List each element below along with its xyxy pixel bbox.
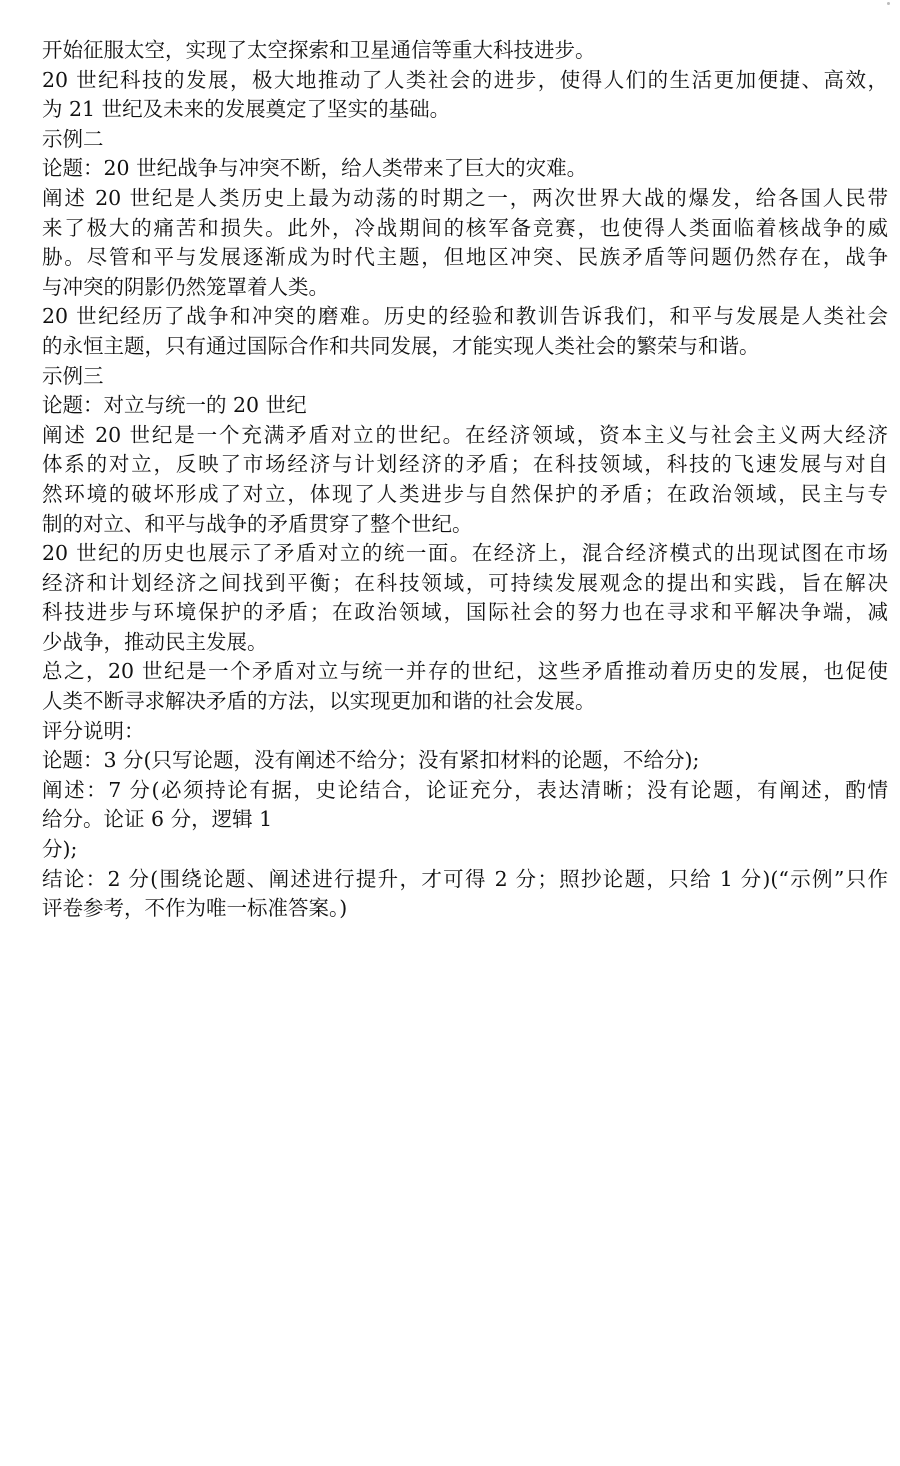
- text-line: 分);: [42, 837, 78, 862]
- text-line: 结论：2 分(围绕论题、阐述进行提升，才可得 2 分；照抄论题，只给 1 分)(“示例”只作: [42, 866, 888, 891]
- text-line: 来了极大的痛苦和损失。此外，冷战期间的核军备竞赛，也使得人类面临着核战争的威: [42, 215, 888, 240]
- text-line: 评卷参考，不作为唯一标准答案。): [42, 896, 348, 921]
- text-line: 体系的对立，反映了市场经济与计划经济的矛盾；在科技领域，科技的飞速发展与对自: [42, 452, 888, 477]
- text-line: 与冲突的阴影仍然笼罩着人类。: [42, 274, 329, 299]
- section-heading-example-2: 示例二: [42, 126, 104, 151]
- text-line: 的永恒主题，只有通过国际合作和共同发展，才能实现人类社会的繁荣与和谐。: [42, 333, 760, 358]
- document-body: [42, 36, 888, 924]
- text-line: 20 世纪经历了战争和冲突的磨难。历史的经验和教训告诉我们，和平与发展是人类社会: [42, 304, 888, 329]
- text-line: 20 世纪科技的发展，极大地推动了人类社会的进步，使得人们的生活更加便捷、高效，: [42, 67, 888, 92]
- section-heading-scoring: 评分说明：: [42, 718, 145, 743]
- text-line: 论题：20 世纪战争与冲突不断，给人类带来了巨大的灾难。: [42, 156, 588, 181]
- text-line: 20 世纪的历史也展示了矛盾对立的统一面。在经济上，混合经济模式的出现试图在市场: [42, 541, 888, 566]
- text-line: 论题：3 分(只写论题，没有阐述不给分；没有紧扣材料的论题，不给分);: [42, 748, 700, 773]
- text-line: 给分。论证 6 分，逻辑 1: [42, 807, 273, 832]
- text-line: 阐述 20 世纪是一个充满矛盾对立的世纪。在经济领域，资本主义与社会主义两大经济: [42, 422, 888, 447]
- text-line: 阐述 20 世纪是人类历史上最为动荡的时期之一，两次世界大战的爆发，给各国人民带: [42, 185, 888, 210]
- text-line: 阐述：7 分(必须持论有据，史论结合，论证充分，表达清晰；没有论题，有阐述，酌情: [42, 777, 888, 802]
- text-line: 论题：对立与统一的 20 世纪: [42, 393, 307, 418]
- text-line: 制的对立、和平与战争的矛盾贯穿了整个世纪。: [42, 511, 473, 536]
- text-line: 经济和计划经济之间找到平衡；在科技领域，可持续发展观念的提出和实践，旨在解决: [42, 570, 888, 595]
- corner-dot: [887, 2, 890, 5]
- section-heading-example-3: 示例三: [42, 363, 104, 388]
- text-line: 科技进步与环境保护的矛盾；在政治领域，国际社会的努力也在寻求和平解决争端，减: [42, 600, 888, 625]
- text-line: 为 21 世纪及未来的发展奠定了坚实的基础。: [42, 97, 451, 122]
- text-line: 开始征服太空，实现了太空探索和卫星通信等重大科技进步。: [42, 38, 596, 62]
- text-line: 人类不断寻求解决矛盾的方法，以实现更加和谐的社会发展。: [42, 689, 596, 714]
- text-line: 然环境的破坏形成了对立，体现了人类进步与自然保护的矛盾；在政治领域，民主与专: [42, 481, 888, 506]
- text-line: 总之，20 世纪是一个矛盾对立与统一并存的世纪，这些矛盾推动着历史的发展，也促使: [42, 659, 888, 684]
- text-line: 胁。尽管和平与发展逐渐成为时代主题，但地区冲突、民族矛盾等问题仍然存在，战争: [42, 245, 888, 270]
- text-line: 少战争，推动民主发展。: [42, 629, 268, 654]
